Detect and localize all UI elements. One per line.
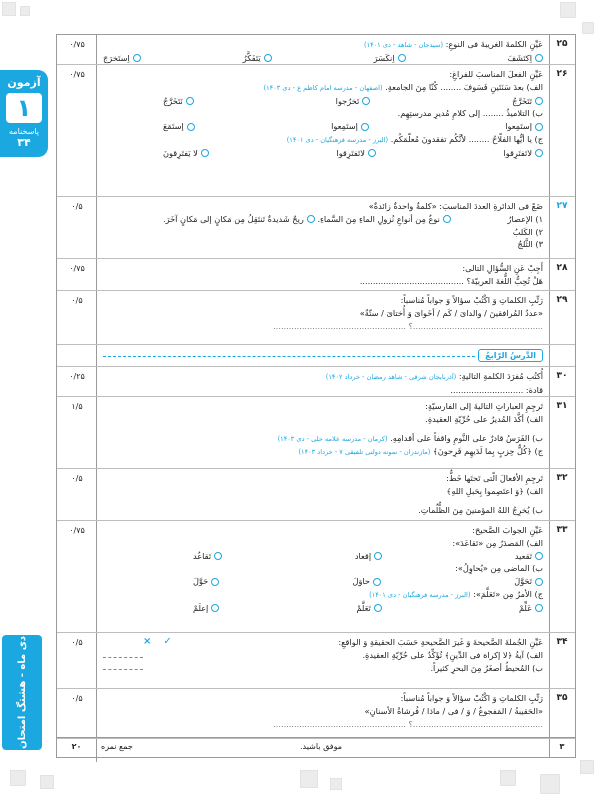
radio-circle-icon[interactable] <box>361 123 369 131</box>
radio-circle-icon[interactable] <box>443 215 451 223</box>
question-score: ۰/۷۵ <box>69 40 85 49</box>
sub-question: ب) التلامیذُ ........ إلی کلامِ مُدیرِ مدرستِهِم. <box>397 108 543 119</box>
option[interactable]: تَتَخَرَّجُ <box>512 95 543 108</box>
decor-square <box>40 775 54 789</box>
radio-circle-icon[interactable] <box>535 123 543 131</box>
question-score: ۰/۵ <box>71 296 83 305</box>
question-text: أَجِبْ عَنِ السُّؤالِ التالی: <box>462 263 543 273</box>
radio-circle-icon[interactable] <box>211 578 219 586</box>
option[interactable]: لا يَفتَرِقونَ <box>163 147 209 160</box>
question-score: ۰/۵ <box>71 202 83 211</box>
option[interactable]: لاتَفتَرِقوا <box>336 147 376 160</box>
word-bank: «الحَقیبةُ / المَفجوعُ / وَ / فی / ماذا / فُرشاةُ الأسنانِ» <box>364 705 543 716</box>
question-row <box>57 633 575 689</box>
radio-circle-icon[interactable] <box>264 54 272 62</box>
decor-square <box>300 770 318 788</box>
option[interactable]: إستَمِعوا <box>331 120 369 133</box>
option[interactable]: تَعَلَّمْ <box>356 602 381 615</box>
question-score: ۱/۵ <box>71 402 83 411</box>
answer-line[interactable]: ..................................................؟ ................................................... <box>273 718 543 729</box>
answer-blank[interactable] <box>103 653 143 658</box>
radio-circle-icon[interactable] <box>186 97 194 105</box>
question-number: ۳۱ <box>556 401 568 411</box>
question-text: عَیِّنِ الجُملةَ الصَّحیحةَ وَ غَیرَ الصَّحیحةِ حَسَبَ الحقیقةِ وَ الواقعِ: <box>338 637 543 647</box>
match-item: ۲) الکَلبُ <box>512 226 543 237</box>
decor-square <box>10 770 26 786</box>
answer-blank[interactable] <box>103 666 143 671</box>
question-text: رَتِّبِ الکلماتِ وَ اکْتُبْ سؤالاً وَ جواباً مُناسباً: <box>400 295 543 305</box>
question-number: ۲۵ <box>556 39 568 49</box>
cross-icon: × <box>143 636 152 647</box>
sub-question: الف) بعدَ سَنَتَینِ فَسَوفَ ........ كُنّا مِنَ الجامعةِ. <box>385 81 543 92</box>
option[interactable]: لاتَفتَرِقوا <box>504 147 544 160</box>
question-text: عَیِّنِ الکلمةَ الغریبةَ فی النوعِ: <box>445 39 543 49</box>
source-tag: (آذربایجان شرقی - شاهد رمضان - خرداد ۱۴۰۲) <box>325 373 457 381</box>
question-number: ۲۷ <box>556 201 568 211</box>
option[interactable]: اِستَخرَجَ <box>103 52 141 65</box>
question-score: ۰/۵ <box>71 694 83 703</box>
radio-circle-icon[interactable] <box>201 149 209 157</box>
sub-question: ب) الفَرَسُ قادرٌ علی النَّومِ واقفاً علی أقدامِهِ. <box>390 432 543 443</box>
source-tag: (البرز - مدرسه فرهنگیان - دی ۱۴۰۱) <box>369 590 471 599</box>
radio-circle-icon[interactable] <box>535 149 543 157</box>
decor-square <box>560 2 576 18</box>
decor-square <box>500 770 516 786</box>
question-text: عَیِّنِ الفعلَ المناسبَ للفراغِ: <box>449 69 543 79</box>
sub-question: الف) المَصدَرُ مِن «تَقاعَدَ»: <box>452 537 543 548</box>
question-text: أُکتُب مُفرَدَ الکلمةِ التالیةِ: <box>458 371 543 381</box>
option[interactable]: إستَمَعَ <box>163 120 195 133</box>
question-number: ۳۳ <box>556 525 568 535</box>
sub-question: الف) آیةُ ﴿لا إکراهَ فی الدِّینِ﴾ تُؤَکِّدُ علی حُرِّیّةِ العقیدةِ. <box>362 649 543 660</box>
radio-circle-icon[interactable] <box>535 97 543 105</box>
source-tag: (البرز - مدرسه فرهنگیان - دی ۱۴۰۱) <box>286 135 389 144</box>
radio-circle-icon[interactable] <box>368 149 376 157</box>
radio-circle-icon[interactable] <box>214 552 222 560</box>
answer-line[interactable]: قادة: ............................ <box>450 384 543 395</box>
match-item: ۱) الإعصارُ <box>507 213 543 224</box>
question-row <box>57 521 575 633</box>
question-number: ۲۹ <box>556 295 568 305</box>
exam-sheet <box>56 34 576 758</box>
radio-circle-icon[interactable] <box>535 604 543 612</box>
radio-circle-icon[interactable] <box>187 123 195 131</box>
radio-circle-icon[interactable] <box>535 552 543 560</box>
option[interactable]: عَلِّمْ <box>519 602 543 615</box>
decor-square <box>330 778 342 790</box>
radio-circle-icon[interactable] <box>362 97 370 105</box>
answer-key-label: پاسخنامه <box>9 127 39 136</box>
source-tag: (اصفهان - مدرسه امام کاظم ع - دی ۱۴۰۳) <box>263 83 383 92</box>
answer-line[interactable]: هَلْ تُحِبُّ اللُّغةَ العربیّةَ؟ ........................................ <box>359 275 543 286</box>
match-item: ۳) الثَّلجُ <box>517 239 543 250</box>
radio-circle-icon[interactable] <box>535 578 543 586</box>
source-tag: (سیدجان - شاهد - دی ۱۴۰۱) <box>363 41 444 49</box>
question-score: ۰/۵ <box>71 474 83 483</box>
brand-text: دی ماه - هشتگ امتحان <box>16 636 28 749</box>
decor-square <box>582 22 594 34</box>
sub-question: ج) ﴿کُلُّ حِزبٍ بِما لَدَیهِم فَرِحونَ﴾ <box>432 446 543 457</box>
option[interactable]: اِنکَسَرَ <box>374 52 406 65</box>
good-luck-text: موفق باشید. <box>300 742 342 751</box>
option[interactable]: تَقاعُد <box>193 550 222 563</box>
radio-circle-icon[interactable] <box>374 604 382 612</box>
option[interactable]: يَتَفَكَّرُ <box>243 52 272 65</box>
source-tag: (کرمان - مدرسه علامه حلی - دی ۱۴۰۳) <box>277 434 388 443</box>
answer-line[interactable]: ..................................................؟ ................................................... <box>273 320 543 331</box>
sub-question: ب) يُخرِجُ اللهُ المؤمنینَ مِنَ الظُّلُماتِ. <box>418 504 543 515</box>
question-row <box>57 35 575 65</box>
decor-square <box>20 6 30 16</box>
section-label: الدَّرسُ الرّابعُ <box>478 349 543 362</box>
sub-question: الف) أکَّدَ المُدیرُ علی حُرِّیّةِ العقیدةِ. <box>425 413 543 424</box>
question-text: ضَعْ فی الدائرةِ العددَ المناسبَ: «کلمةٌ واحدةٌ زائدةٌ» <box>368 201 543 211</box>
decor-square <box>580 760 594 774</box>
exam-label: آزمون <box>7 76 41 89</box>
question-number: ۳۴ <box>556 637 568 647</box>
decor-square <box>540 774 560 794</box>
radio-circle-icon[interactable] <box>373 578 381 586</box>
question-row <box>57 689 575 739</box>
option[interactable]: إستَمِعوا <box>505 120 543 133</box>
radio-circle-icon[interactable] <box>374 552 382 560</box>
section-divider <box>103 356 475 357</box>
question-score: ۰/۲۵ <box>69 372 85 381</box>
question-score: ۰/۵ <box>71 638 83 647</box>
question-text: عَیِّنِ الجوابَ الصَّحیحَ: <box>472 525 543 535</box>
question-row <box>57 65 575 197</box>
option[interactable]: نَتَخَرَّجُ <box>163 95 194 108</box>
option[interactable]: اِکتَشَفَ <box>508 52 543 65</box>
option[interactable]: تَخرُجوا <box>336 95 371 108</box>
question-number: ۳۵ <box>556 693 568 703</box>
word-bank: «عددُ المُرافقینَ / والدایَ / کَم / أخَوایَ وَ أُختایَ / ستّةٌ» <box>359 307 543 318</box>
exam-number: ۱ <box>6 93 42 123</box>
check-icon: ✓ <box>163 636 172 647</box>
sheet-footer <box>57 737 575 757</box>
total-score-label: جمع نمره <box>101 742 133 751</box>
radio-circle-icon[interactable] <box>211 604 219 612</box>
option[interactable]: إقعاد <box>355 550 382 563</box>
option[interactable]: إعلَمْ <box>193 602 219 615</box>
option[interactable]: حَوَّلَ <box>193 575 219 588</box>
total-score-value: ۲۰ <box>57 742 97 762</box>
sub-question: ج) یا أیُّها الفلّاحُ ........ لأنَّکُم تفقدونَ مُعلّمَکُم. <box>390 133 543 144</box>
sub-question: ج) الأمرُ مِن «تَعَلَّمَ»: <box>473 588 543 599</box>
exam-side-tab <box>0 70 48 157</box>
question-row <box>57 291 575 345</box>
radio-circle-icon[interactable] <box>535 54 543 62</box>
question-text: تَرجِمِ العباراتِ التالیةَ إلی الفارسیّةِ: <box>425 401 543 411</box>
brand-strip <box>2 635 42 750</box>
question-row <box>57 259 575 291</box>
question-row <box>57 469 575 521</box>
question-score: ۰/۷۵ <box>69 526 85 535</box>
radio-circle-icon[interactable] <box>307 215 315 223</box>
option[interactable]: تَحَوَّلَ <box>514 575 543 588</box>
match-definition[interactable]: ریحٌ شَدیدةٌ تَنتَقِلُ مِن مَکانٍ إلی مَکانٍ آخَرَ. <box>163 213 315 226</box>
question-text: رَتِّبِ الکلماتِ وَ اکْتُبْ سؤالاً وَ جواباً مُناسباً: <box>400 693 543 703</box>
question-score: ۰/۷۵ <box>69 70 85 79</box>
sub-question: ب) المُحیطُ أصغَرُ مِنَ البحرِ کثیراً. <box>430 662 543 673</box>
question-number: ۳۲ <box>556 473 568 483</box>
question-number: ۲۶ <box>556 69 568 79</box>
question-number: ۳۰ <box>556 371 568 381</box>
question-text: تَرجِمِ الأفعالَ الّتی تَحتَها خَطٌّ: <box>446 473 543 483</box>
sub-question: الف) ﴿وَ اعتَصِموا بِحَبلِ اللهِ﴾ <box>446 485 543 496</box>
option[interactable]: تَقعید <box>515 550 543 563</box>
decor-square <box>2 2 16 16</box>
question-number: ۲۸ <box>556 263 568 273</box>
sub-question: ب) الماضی مِن «يُحاوِلُ»: <box>455 563 543 574</box>
radio-circle-icon[interactable] <box>398 54 406 62</box>
match-definition[interactable]: نوعٌ مِن أنواعِ نُزولِ الماءِ مِنَ السَّماءِ. <box>317 213 451 226</box>
answer-key-page: ۳۴ <box>17 136 31 149</box>
lesson-section-header <box>57 345 575 367</box>
question-score: ۰/۷۵ <box>69 264 85 273</box>
page-number: ۳ <box>559 742 565 751</box>
question-row <box>57 397 575 469</box>
source-tag: (مازندران - نمونه دولتی تلفیقی ۷ - خرداد ۱۴۰۳) <box>298 448 431 457</box>
option[interactable]: حاوَلَ <box>353 575 381 588</box>
radio-circle-icon[interactable] <box>133 54 141 62</box>
question-row <box>57 367 575 397</box>
question-row <box>57 197 575 259</box>
